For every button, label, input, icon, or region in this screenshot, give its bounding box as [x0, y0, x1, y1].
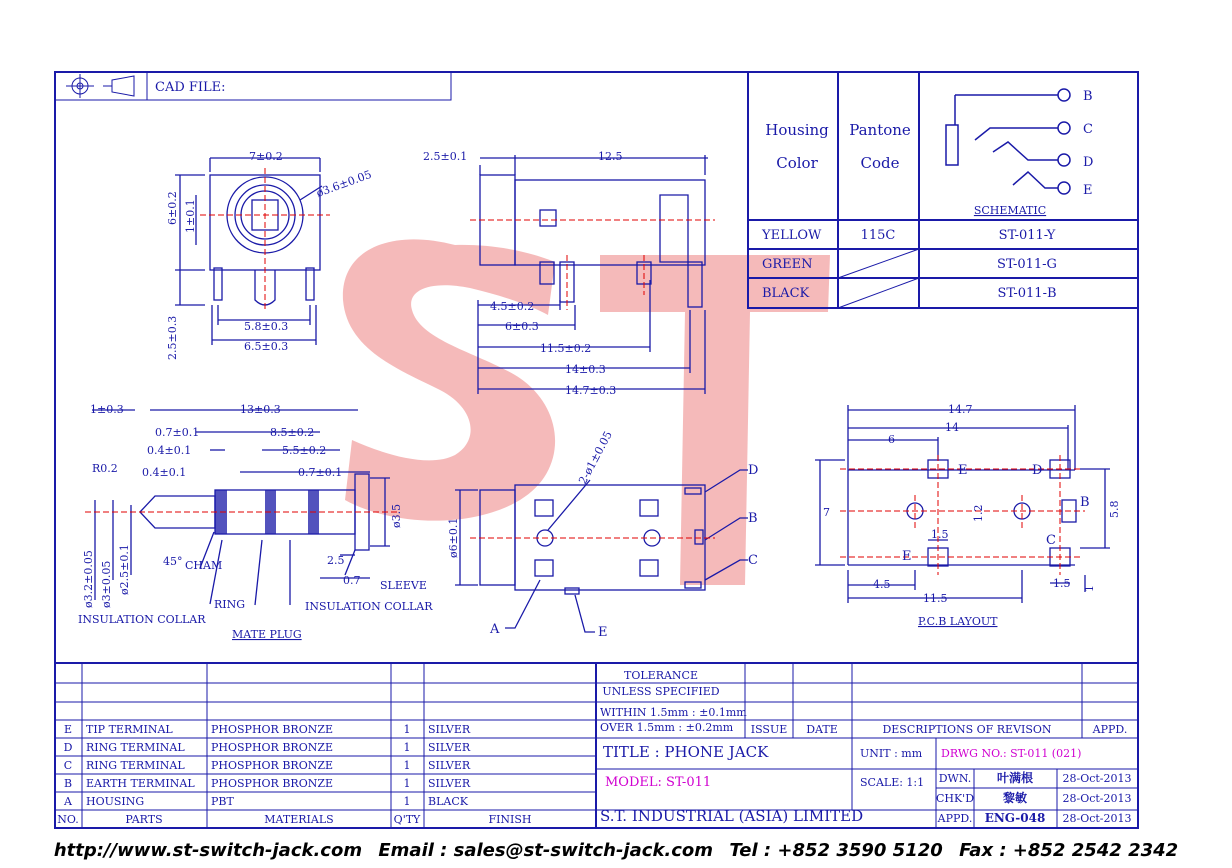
row-model-yellow: ST-011-Y	[998, 228, 1056, 243]
pcb-dim-5-8: 5.8	[1108, 500, 1121, 518]
bom-cell-qty: 1	[403, 759, 411, 772]
bom-cell-material: PBT	[211, 795, 234, 808]
dim-side-c: 4.5±0.2	[490, 300, 535, 313]
dim-plug-d1: 1±0.3	[90, 403, 124, 416]
dim-side-b: 12.5	[598, 150, 623, 163]
code-header: Code	[860, 154, 900, 172]
caption-mate-plug: MATE PLUG	[232, 628, 302, 641]
rev-appd: APPD.	[1092, 723, 1128, 736]
bom-cell-material: PHOSPHOR BRONZE	[211, 741, 334, 754]
bom-cell-qty: 1	[403, 723, 411, 736]
dim-front-height: 6±0.2	[166, 191, 179, 225]
pcb-dim-1-2: 1.2	[972, 504, 985, 522]
dim-plug-v2: ø3±0.05	[100, 560, 113, 608]
label-insulation-collar-1: INSULATION COLLAR	[78, 613, 206, 626]
dim-plug-d12: 2.5	[327, 554, 345, 567]
dim-side-d: 6±0.3	[505, 320, 539, 333]
dim-plug-v1: ø3.2±0.05	[82, 550, 95, 608]
title-block	[600, 743, 1132, 825]
bom-cell-finish: BLACK	[428, 795, 468, 808]
pcb-dim-1: 1	[1083, 585, 1096, 592]
bom-cell-no: D	[63, 741, 73, 754]
dwn-date: 28-Oct-2013	[1062, 772, 1132, 785]
dim-plug-d2: 13±0.3	[240, 403, 281, 416]
label-ring: RING	[214, 598, 246, 611]
pcb-dim-6: 6	[888, 433, 895, 446]
dim-front-b2: 6.5±0.3	[244, 340, 289, 353]
tolerance-l2: UNLESS SPECIFIED	[602, 685, 720, 698]
dim-side-f: 14±0.3	[565, 363, 606, 376]
dim-plug-d13: 0.7	[343, 574, 361, 587]
pcb-dim-11-5: 11.5	[923, 592, 948, 605]
bom-cell-material: PHOSPHOR BRONZE	[211, 759, 334, 772]
bom-cell-part: RING TERMINAL	[86, 759, 185, 772]
pcb-dim-4-5: 4.5	[873, 578, 891, 591]
footer-fax: Fax : +852 2542 2342	[959, 840, 1179, 861]
front-view	[166, 150, 373, 360]
row-model-green: ST-011-G	[997, 257, 1057, 272]
appd-name: ENG-048	[984, 811, 1046, 825]
pcb-pin-d: D	[1032, 463, 1043, 478]
bom-cell-no: A	[64, 795, 72, 808]
bom-header-materials: MATERIALS	[264, 813, 334, 826]
pcb-pin-e1: E	[958, 463, 968, 478]
dim-bottom-h: ø6±0.1	[447, 517, 460, 558]
bom-cell-material: PHOSPHOR BRONZE	[211, 723, 334, 736]
dim-front-width: 7±0.2	[249, 150, 283, 163]
bom-header-parts: PARTS	[125, 813, 163, 826]
pcb-pin-b: B	[1080, 495, 1090, 510]
chk-label: CHK'D	[935, 792, 975, 805]
schematic-label: SCHEMATIC	[973, 204, 1047, 217]
bom-header-no: NO.	[57, 813, 79, 826]
dim-plug-d8: 0.4±0.1	[142, 466, 187, 479]
label-cham: CHAM	[185, 559, 223, 572]
unit-text: UNIT : mm	[860, 747, 923, 760]
rev-issue: ISSUE	[750, 723, 788, 736]
bom-cell-no: C	[63, 759, 73, 772]
dwn-name: 叶满根	[996, 771, 1034, 785]
bottom-label-a: A	[490, 622, 500, 637]
bom-cell-part: EARTH TERMINAL	[86, 777, 195, 790]
cad-file-label: CAD FILE:	[155, 80, 226, 95]
label-insulation-collar-2: INSULATION COLLAR	[305, 600, 433, 613]
bom-cell-part: TIP TERMINAL	[86, 723, 173, 736]
schematic-pin-d: D	[1083, 155, 1094, 170]
bom-cell-qty: 1	[403, 795, 411, 808]
footer-url[interactable]: http://www.st-switch-jack.com	[53, 840, 363, 861]
bottom-label-c: C	[748, 553, 758, 568]
dim-plug-d5: 0.4±0.1	[147, 444, 192, 457]
footer-contact	[0, 840, 1232, 868]
bom-cell-finish: SILVER	[428, 777, 471, 790]
dim-front-leg: 2.5±0.3	[166, 315, 179, 360]
pcb-layout	[815, 403, 1121, 628]
appd-label: APPD.	[937, 812, 973, 825]
dim-side-a: 2.5±0.1	[423, 150, 468, 163]
st-watermark	[343, 239, 830, 585]
company-name: S.T. INDUSTRIAL (ASIA) LIMITED	[600, 807, 864, 825]
footer-email[interactable]: Email : sales@st-switch-jack.com	[378, 840, 714, 861]
bottom-label-b: B	[748, 511, 758, 526]
dim-front-height2: 1±0.1	[184, 199, 197, 233]
dim-front-b1: 5.8±0.3	[244, 320, 289, 333]
title-text: TITLE : PHONE JACK	[603, 743, 769, 761]
dwn-label: DWN.	[938, 772, 972, 785]
chk-name: 黎敏	[1002, 791, 1028, 805]
drawing-number: DRWG NO.: ST-011 (021)	[941, 747, 1082, 760]
schematic-pin-e: E	[1083, 183, 1093, 198]
pantone-header: Pantone	[849, 121, 911, 139]
bom-cell-finish: SILVER	[428, 741, 471, 754]
bom-cell-finish: SILVER	[428, 723, 471, 736]
bom-cell-no: B	[63, 777, 73, 790]
pcb-pin-e2: E	[902, 549, 912, 564]
rev-date: DATE	[806, 723, 838, 736]
pcb-pin-c: C	[1046, 533, 1056, 548]
dim-bottom-hole: 2-ø1±0.05	[576, 429, 615, 487]
appd-date: 28-Oct-2013	[1062, 812, 1132, 825]
housing-header: Housing	[765, 121, 829, 139]
color-header: Color	[776, 154, 818, 172]
bom-header-finish: FINISH	[488, 813, 532, 826]
chk-date: 28-Oct-2013	[1062, 792, 1132, 805]
schematic-pin-b: B	[1083, 89, 1093, 104]
rev-desc: DESCRIPTIONS OF REVISON	[882, 723, 1052, 736]
row-model-black: ST-011-B	[997, 286, 1057, 301]
row-color-yellow: YELLOW	[762, 228, 822, 243]
row-pantone-yellow: 115C	[860, 228, 896, 243]
footer-tel: Tel : +852 3590 5120	[729, 840, 943, 861]
pcb-dim-14: 14	[945, 421, 959, 434]
caption-pcb-layout: P.C.B LAYOUT	[918, 615, 998, 628]
bom-cell-part: HOUSING	[86, 795, 145, 808]
dim-plug-d11: 45°	[163, 555, 183, 568]
schematic-diagram	[946, 89, 1070, 194]
dim-plug-d9: 0.7±0.1	[298, 466, 343, 479]
dim-plug-v3: ø2.5±0.1	[118, 544, 131, 595]
pcb-dim-14-7: 14.7	[948, 403, 973, 416]
dim-plug-d3: 0.7±0.1	[155, 426, 200, 439]
tolerance-l1: TOLERANCE	[624, 669, 698, 682]
pcb-dim-1-5a: 1.5	[931, 528, 949, 541]
bom-cell-qty: 1	[403, 741, 411, 754]
schematic-pin-c: C	[1083, 122, 1093, 137]
dim-plug-d10: ø3.5	[390, 503, 403, 528]
tolerance-l3: WITHIN 1.5mm : ±0.1mm	[600, 706, 747, 719]
pcb-dim-7: 7	[823, 506, 830, 519]
bom-cell-material: PHOSPHOR BRONZE	[211, 777, 334, 790]
pcb-dim-1-5b: 1.5	[1053, 577, 1071, 590]
dim-front-hole: ø3.6±0.05	[314, 167, 374, 200]
bom-cell-part: RING TERMINAL	[86, 741, 185, 754]
label-sleeve: SLEEVE	[380, 579, 427, 592]
dim-side-e: 11.5±0.2	[540, 342, 592, 355]
bom-cell-no: E	[63, 723, 73, 736]
mate-plug	[78, 403, 433, 641]
row-color-black: BLACK	[762, 286, 810, 301]
dim-plug-d7: R0.2	[92, 462, 118, 475]
row-color-green: GREEN	[762, 257, 813, 272]
bottom-label-d: D	[748, 463, 759, 478]
dim-plug-d4: 8.5±0.2	[270, 426, 315, 439]
tolerance-l4: OVER 1.5mm : ±0.2mm	[600, 721, 734, 734]
dim-side-g: 14.7±0.3	[565, 384, 617, 397]
scale-text: SCALE: 1:1	[860, 776, 925, 789]
bottom-label-e: E	[598, 625, 608, 640]
bom-cell-finish: SILVER	[428, 759, 471, 772]
bom-header-qty: Q'TY	[393, 813, 421, 826]
dim-plug-d6: 5.5±0.2	[282, 444, 327, 457]
cad-header	[55, 72, 451, 100]
bom-cell-qty: 1	[403, 777, 411, 790]
model-text: MODEL: ST-011	[605, 775, 712, 790]
